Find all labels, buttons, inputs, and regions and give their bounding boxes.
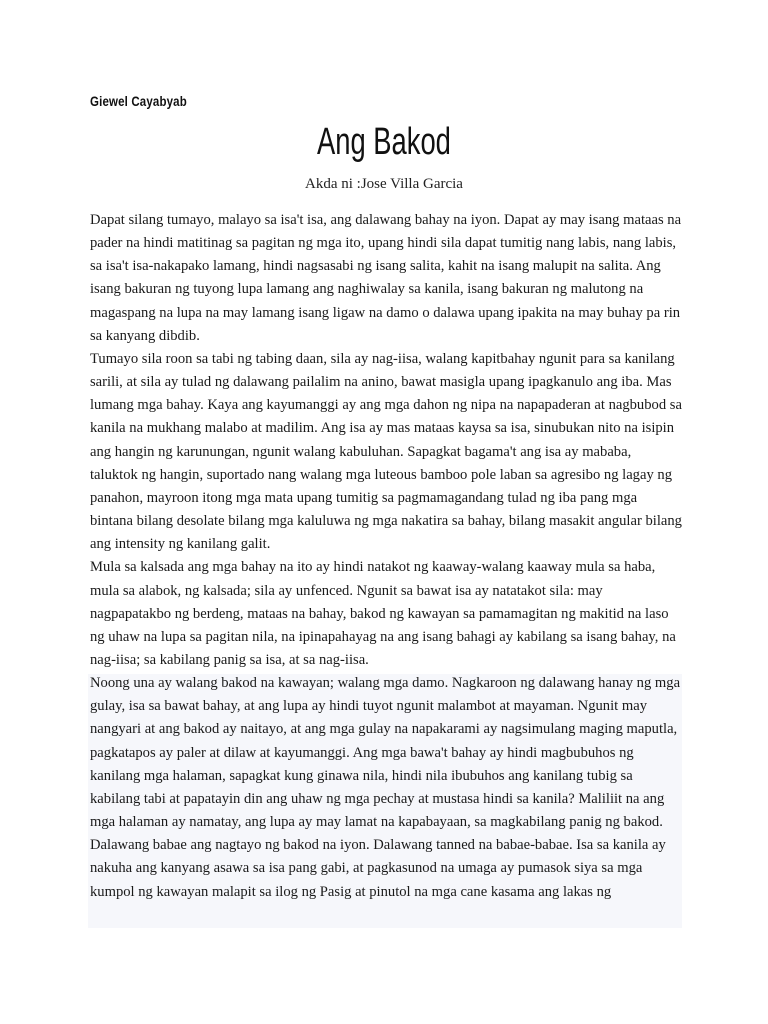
paragraph: Tumayo sila roon sa tabi ng tabing daan, sila ay nag-iisa, walang kapitbahay ngunit para sa kanilang sarili, at sila ay tulad ng dalawang pailalim na anino, bawat masigla upang ipagkanulo ang iba. Mas lumang mga bahay. Kaya ang kayumanggi ay ang mga dahon ng nipa na napapaderan at nagbubod sa kanila na mukhang malabo at madilim. Ang isa ay mas mataas kaysa sa isa, sinubukan nito na isipin ang hangin ng karunungan, ngunit walang kabuluhan. Sapagkat bagama't ang isa ay mababa, taluktok ng hangin, suportado nang walang mga luteous bamboo pole laban sa agresibo ng lagay ng panahon, mayroon itong mga mata upang tumitig sa pagmamagandang tulad ng iba pang mga bintana bilang desolate bilang mga kaluluwa ng mga nakatira sa bahay, bilang masakit angular bilang ang intensity ng kanilang galit. — [90, 350, 682, 553]
title-text: Ang Bakod — [317, 121, 451, 163]
author-name: Giewel Cayabyab — [90, 93, 187, 109]
paragraph: Dapat silang tumayo, malayo sa isa't isa, ang dalawang bahay na iyon. Dapat ay may isang mataas na pader na hindi matitinag sa pagitan ng mga ito, upang hindi sila dapat tumitig nang labis, nang labis, sa isa't isa-nakapako lamang, hindi nagsasabi ng isang salita, kahit na isang malupit na salita. Ang isang bakuran ng tuyong lupa lamang ang naghiwalay sa kanila, isang bakuran ng malutong na magaspang na lupa na may lamang isang ligaw na damo o dalawa upang ipakita na may buhay pa rin sa kanyang dibdib. — [90, 212, 682, 344]
paragraph: Dalawang babae ang nagtayo ng bakod na iyon. Dalawang tanned na babae-babae. Isa sa kanila ay nakuha ang kanyang asawa sa isa pang gabi, at pagkasunod na umaga ay pumasok siya sa mga kumpol ng kawayan malapit sa ilog ng Pasig at pinutol na mga cane kasama ang lakas ng — [90, 837, 666, 900]
byline: Akda ni :Jose Villa Garcia — [305, 176, 463, 192]
paragraph: Mula sa kalsada ang mga bahay na ito ay hindi natakot ng kaaway-walang kaaway mula sa haba, mula sa alabok, ng kalsada; sila ay unfenced. Ngunit sa bawat isa ay natatakot sila: may nagpapatakbo ng berdeng, mataas na bahay, bakod ng kawayan sa pamamagitan ng makitid na laso ng uhaw na lupa sa pagitan nila, na ipinapahayag na ang isang bahagi ay kabilang sa isang bahay, na nag-iisa; sa kabilang panig sa isa, at sa nag-iisa. — [90, 559, 676, 668]
body-text — [90, 209, 682, 904]
paragraph: Noong una ay walang bakod na kawayan; walang mga damo. Nagkaroon ng dalawang hanay ng mga gulay, isa sa bawat bahay, at ang lupa ay hindi tuyot ngunit malambot at mayaman. Ngunit may nangyari at ang bakod ay naitayo, at ang mga gulay na napakarami ay nagsimulang maging maputla, pagkatapos ay paler at dilaw at kayumanggi. Ang mga bawa't bahay ay hindi magbubuhos ng kanilang mga halaman, sapagkat kung ginawa nila, hindi nila ibubuhos ang kanilang tubig sa kabilang tabi at papatayin din ang uhaw ng mga pechay at mustasa hindi sa kanila? Maliliit na ang mga halaman ay namatay, ang lupa ay may lamat na kapabayaan, sa magkabilang panig ng bakod. — [90, 675, 681, 831]
